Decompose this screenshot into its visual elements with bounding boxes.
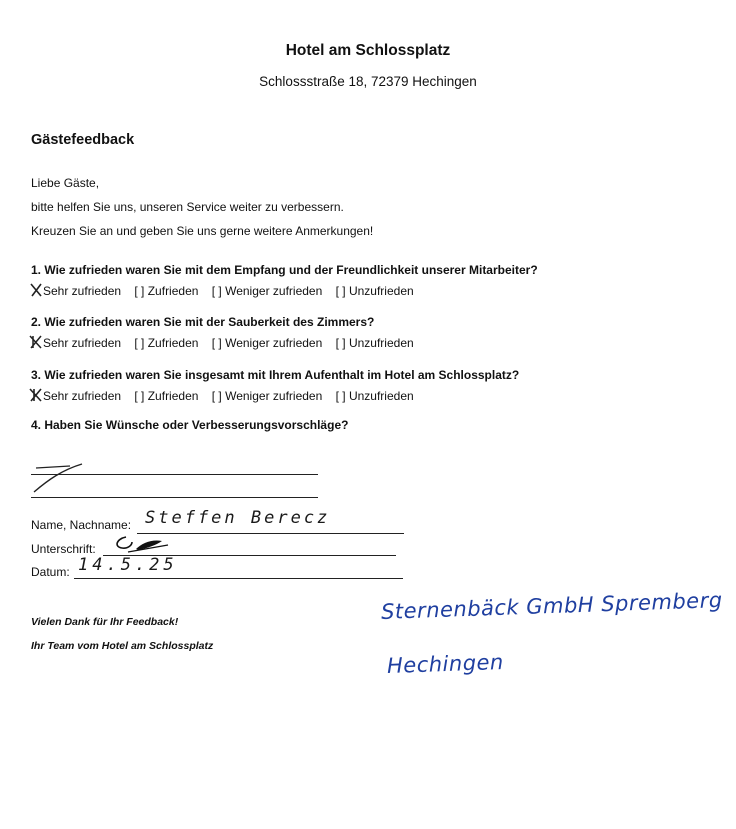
strikethrough-scribble xyxy=(30,460,90,496)
date-value[interactable]: 14.5.25 xyxy=(78,555,178,575)
question-4: 4. Haben Sie Wünsche oder Verbesserungsvorschläge? xyxy=(31,418,349,432)
question-1: 1. Wie zufrieden waren Sie mit dem Empfang und der Freundlichkeit unserer Mitarbeiter? xyxy=(31,263,538,277)
form-heading: Gästefeedback xyxy=(31,132,135,148)
hotel-title: Hotel am Schlossplatz xyxy=(285,42,451,59)
q2-option-sehr-zufrieden[interactable] xyxy=(31,336,121,350)
closing-team: Ihr Team vom Hotel am Schlossplatz xyxy=(31,640,214,652)
q2-option-weniger-zufrieden[interactable]: [ ] Weniger zufrieden xyxy=(211,336,323,350)
question-3: 3. Wie zufrieden waren Sie insgesamt mit Ihrem Aufenthalt im Hotel am Schlossplatz? xyxy=(31,368,520,382)
q1-option-unzufrieden[interactable]: [ ] Unzufrieden xyxy=(335,284,414,298)
intro-line-1: bitte helfen Sie uns, unseren Service weiter zu verbessern. xyxy=(31,200,344,214)
question-3-options xyxy=(31,389,424,403)
q1-option-sehr-zufrieden[interactable] xyxy=(31,284,121,298)
question-1-options xyxy=(31,284,424,298)
checkmark-x-icon xyxy=(29,387,43,403)
q1-option-label: Sehr zufrieden xyxy=(43,284,122,298)
annotation-city: Hechingen xyxy=(386,649,505,679)
q3-option-zufrieden[interactable]: [ ] Zufrieden xyxy=(134,389,199,403)
suggestion-line-2[interactable] xyxy=(31,497,318,498)
signature-label: Unterschrift: xyxy=(31,542,96,556)
date-label: Datum: xyxy=(31,565,70,579)
checkmark-x-icon xyxy=(29,334,43,350)
intro-greeting: Liebe Gäste, xyxy=(31,176,100,190)
checkmark-x-icon xyxy=(29,282,43,298)
signature-scribble[interactable] xyxy=(112,533,172,555)
name-label: Name, Nachname: xyxy=(31,518,132,532)
q3-option-sehr-zufrieden[interactable] xyxy=(31,389,121,403)
annotation-company: Sternenbäck GmbH Spremberg xyxy=(380,588,723,624)
intro-line-2: Kreuzen Sie an und geben Sie uns gerne weitere Anmerkungen! xyxy=(31,224,374,238)
name-value[interactable]: Steffen Berecz xyxy=(145,508,331,528)
q2-option-zufrieden[interactable]: [ ] Zufrieden xyxy=(134,336,199,350)
question-2: 2. Wie zufrieden waren Sie mit der Sauberkeit des Zimmers? xyxy=(31,315,375,329)
q3-option-unzufrieden[interactable]: [ ] Unzufrieden xyxy=(335,389,414,403)
q1-option-zufrieden[interactable]: [ ] Zufrieden xyxy=(134,284,199,298)
closing-thanks: Vielen Dank für Ihr Feedback! xyxy=(31,616,179,628)
q3-option-weniger-zufrieden[interactable]: [ ] Weniger zufrieden xyxy=(211,389,323,403)
q1-option-weniger-zufrieden[interactable]: [ ] Weniger zufrieden xyxy=(211,284,323,298)
date-field-line[interactable] xyxy=(74,578,403,579)
name-field-line[interactable] xyxy=(137,533,404,534)
hotel-address: Schlossstraße 18, 72379 Hechingen xyxy=(259,74,477,89)
question-2-options xyxy=(31,336,424,350)
q3-option-label: Sehr zufrieden xyxy=(43,389,122,403)
q2-option-label: Sehr zufrieden xyxy=(43,336,122,350)
q2-option-unzufrieden[interactable]: [ ] Unzufrieden xyxy=(335,336,414,350)
